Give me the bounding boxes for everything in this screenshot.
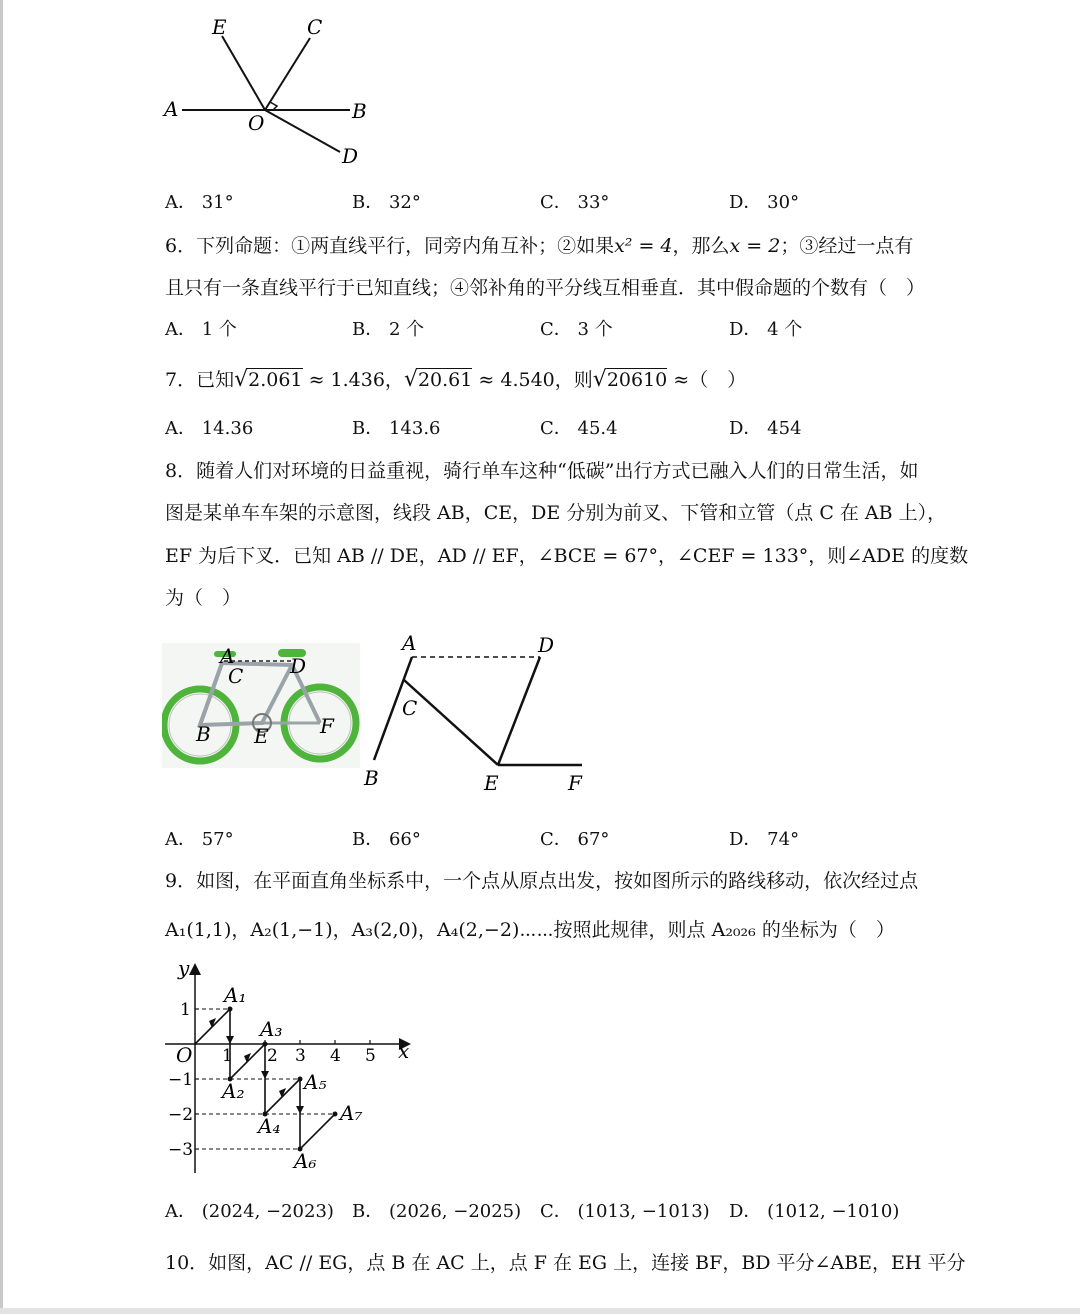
photo-label-E: E [254,724,269,748]
q9-option-d: D． (1012, −1010) [729,1201,900,1222]
photo-label-A: A [220,644,235,668]
point-A4: A₄ [258,1114,281,1138]
diagram-label-C: C [402,696,418,720]
label-B: B [352,99,367,123]
page-bottom-edge [0,1308,1080,1314]
q7-option-d: D． 454 [729,418,802,439]
q5-option-d: D． 30° [729,192,800,213]
y-tick-neg1: −1 [168,1070,194,1090]
diagram-label-D: D [538,633,555,657]
q5-option-c: C． 33° [540,192,610,213]
label-E: E [212,15,227,39]
label-C: C [307,15,323,39]
page-left-edge [0,0,3,1314]
point-A2: A₂ [222,1079,245,1103]
q9-line-1: 9．如图，在平面直角坐标系中，一个点从原点出发，按如图所示的路线移动，依次经过点 [165,870,919,892]
q8-option-a: A． 57° [165,829,234,850]
q9-option-a: A． (2024, −2023) [165,1201,334,1222]
label-D: D [342,144,359,168]
diagram-label-F: F [568,771,582,795]
q6-option-b: B． 2 个 [352,319,425,340]
axis-label-y: y [178,958,190,980]
q7-option-a: A． 14.36 [165,418,254,439]
x-tick-3: 3 [295,1046,306,1066]
q7-radicand-1: 2.061 [248,369,303,391]
q8-line-4: 为（ ） [165,587,242,609]
q9-line-2: A₁(1,1)，A₂(1,−1)，A₃(2,0)，A₄(2,−2)⋯⋯按照此规律，则点 A₂₀₂₆ 的坐标为（ ） [165,919,895,941]
diagram-label-E: E [484,771,499,795]
label-O: O [248,111,265,135]
axis-label-x: x [398,1039,410,1063]
q8-line-2: 图是某单车车架的示意图，线段 AB，CE，DE 分别为前叉、下管和立管（点 C 在 AB 上）， [165,502,947,524]
label-A: A [164,97,179,121]
y-tick-1: 1 [180,1000,191,1020]
x-tick-1: 1 [222,1046,233,1066]
point-A5: A₅ [304,1070,327,1094]
q8-bicycle-photo [162,643,360,768]
q6-option-d: D． 4 个 [729,319,803,340]
photo-label-D: D [290,654,307,678]
q8-frame-diagram [360,625,590,800]
point-A6: A₆ [294,1149,317,1173]
q6-eq-1: x² = 4 [614,235,673,257]
q6-line-2: 且只有一条直线平行于已知直线；④邻补角的平分线互相垂直．其中假命题的个数有（ ） [165,277,926,299]
q5-angle-figure [150,10,390,170]
q6-option-c: C． 3 个 [540,319,613,340]
photo-label-F: F [320,714,334,738]
q8-option-b: B． 66° [352,829,421,850]
q7-radicand-3: 20610 [606,369,668,391]
q6-line-1: 6．下列命题：①两直线平行，同旁内角互补；②如果x² = 4，那么x = 2；③经过一点有 [165,235,914,257]
diagram-label-B: B [364,766,379,790]
q8-line-3: EF 为后下叉．已知 AB // DE，AD // EF，∠BCE = 67°，∠CEF = 133°，则∠ADE 的度数 [165,545,969,567]
photo-label-B: B [196,722,211,746]
q10-line-1: 10．如图，AC // EG，点 B 在 AC 上，点 F 在 EG 上，连接 BF，BD 平分∠ABE，EH 平分 [165,1252,966,1274]
point-A7: A₇ [340,1101,363,1125]
q7-line: 7．已知√2.061 ≈ 1.436，√20.61 ≈ 4.540，则√20610 ≈（ ） [165,367,747,392]
origin-label: O [176,1043,193,1067]
q8-option-c: C． 67° [540,829,610,850]
q8-option-d: D． 74° [729,829,800,850]
y-tick-neg2: −2 [168,1105,194,1125]
q9-option-b: B． (2026, −2025) [352,1201,522,1222]
point-A3: A₃ [260,1017,283,1041]
q5-option-b: B． 32° [352,192,421,213]
q5-option-a: A． 31° [165,192,234,213]
photo-label-C: C [228,664,244,688]
x-tick-2: 2 [267,1046,278,1066]
q7-option-c: C． 45.4 [540,418,618,439]
q7-option-b: B． 143.6 [352,418,441,439]
x-tick-4: 4 [330,1046,341,1066]
q8-line-1: 8．随着人们对环境的日益重视，骑行单车这种“低碳”出行方式已融入人们的日常生活，如 [165,460,919,482]
x-tick-5: 5 [365,1046,376,1066]
q9-coordinate-figure [160,958,420,1173]
q7-radicand-2: 20.61 [417,369,473,391]
point-A1: A₁ [224,983,247,1007]
q9-option-c: C． (1013, −1013) [540,1201,710,1222]
y-tick-neg3: −3 [168,1140,194,1160]
q6-option-a: A． 1 个 [165,319,237,340]
q6-eq-2: x = 2 [729,235,781,257]
diagram-label-A: A [402,631,417,655]
